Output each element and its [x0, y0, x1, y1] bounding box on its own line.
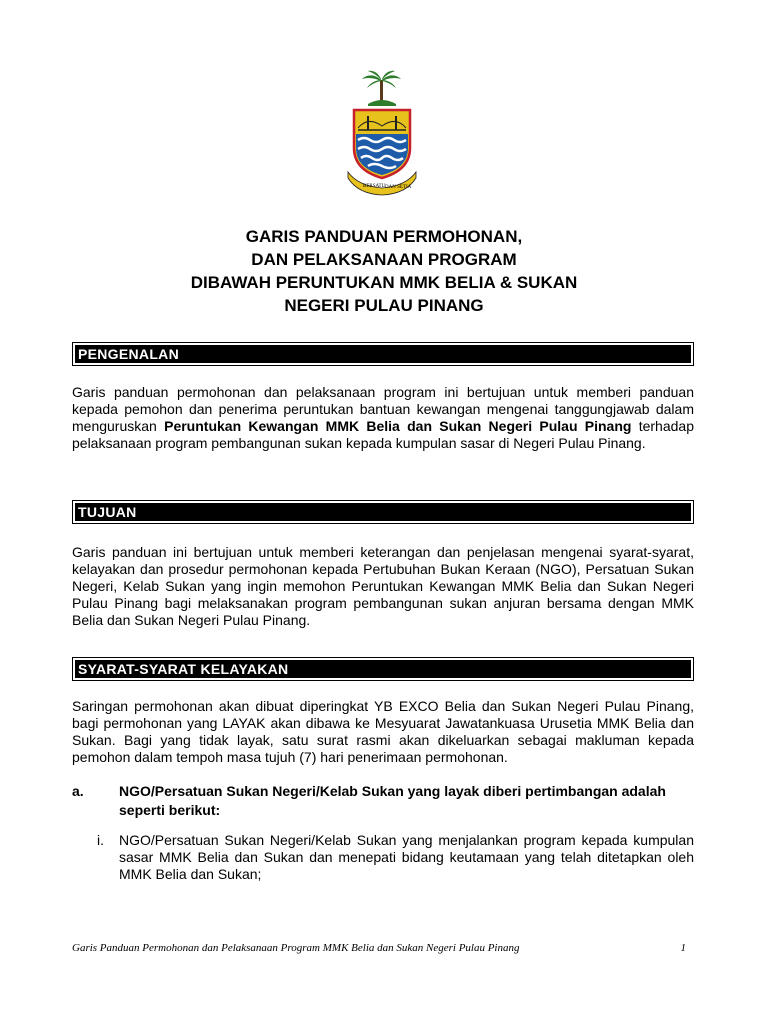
list-item-a [72, 782, 694, 820]
section-header-pengenalan [72, 342, 694, 366]
page-footer [72, 941, 694, 955]
list-item-i-text: NGO/Persatuan Sukan Negeri/Kelab Sukan yang menjalankan program kepada kumpulan sasar MMK Belia dan Sukan dan menepati bidang keutamaan yang telah ditetapkan oleh MMK Belia dan Sukan; [119, 832, 694, 882]
title-line-1: GARIS PANDUAN PERMOHONAN, [245, 227, 523, 246]
document-title [0, 225, 768, 317]
list-item-i [97, 832, 694, 883]
list-marker-a: a. [72, 783, 84, 799]
list-item-a-text: NGO/Persatuan Sukan Negeri/Kelab Sukan yang layak diberi pertimbangan adalah seperti berikut: [119, 783, 666, 818]
pengenalan-text-bold: Peruntukan Kewangan MMK Belia dan Sukan Negeri Pulau Pinang [164, 418, 632, 434]
title-line-3: DIBAWAH PERUNTUKAN MMK BELIA & SUKAN [190, 273, 578, 292]
section-heading-tujuan: TUJUAN [75, 503, 691, 521]
tujuan-paragraph: Garis panduan ini bertujuan untuk memberi keterangan dan penjelasan mengenai syarat-syarat, kelayakan dan prosedur permohonan kepada Pertubuhan Bukan Keraan (NGO), Persatuan Sukan Negeri, Kelab Sukan yang ingin memohon Peruntukan Kewangan MMK Belia dan Sukan Negeri Pulau Pinang bagi melaksanakan program pembangunan sukan anjuran bersama dengan MMK Belia dan Sukan Negeri Pulau Pinang. [72, 544, 694, 628]
motto-right-text: DAN SETIA [385, 185, 412, 190]
title-line-2: DAN PELAKSANAAN PROGRAM [251, 250, 517, 269]
syarat-paragraph: Saringan permohonan akan dibuat diperingkat YB EXCO Belia dan Sukan Negeri Pulau Pinang, bagi permohonan yang LAYAK akan dibawa ke Mesyuarat Jawatankuasa Urusetia MMK Belia dan Sukan. Bagi yang tidak layak, satu surat rasmi akan dikeluarkan sebagai makluman kepada pemohon dalam tempoh masa tujuh (7) hari penerimaan permohonan. [72, 698, 694, 765]
section-header-syarat [72, 657, 694, 681]
title-line-4: NEGERI PULAU PINANG [284, 296, 484, 315]
palm-tree-icon [362, 71, 401, 106]
section-heading-pengenalan: PENGENALAN [75, 345, 691, 363]
section-header-tujuan [72, 500, 694, 524]
shield-icon [354, 110, 410, 178]
pengenalan-paragraph [72, 384, 694, 452]
pengenalan-text-part1: Garis panduan permohonan dan pelaksanaan program ini bertujuan untuk memberi panduan kepada pemohon dan penerima peruntukan bantuan kewangan mengenai tanggungjawab dalam menguruskan [72, 384, 694, 434]
state-crest-logo [346, 70, 418, 196]
motto-left-text: BERSATU [363, 184, 386, 189]
footer-text: Garis Panduan Permohonan dan Pelaksanaan Program MMK Belia dan Sukan Negeri Pulau Pinang [72, 942, 520, 954]
list-marker-i: i. [97, 832, 104, 848]
section-heading-syarat: SYARAT-SYARAT KELAYAKAN [75, 660, 691, 678]
page-number: 1 [680, 942, 686, 954]
pengenalan-text-part2: terhadap pelaksanaan program pembangunan sukan kepada kumpulan sasar di Negeri Pulau Pinang. [72, 418, 694, 451]
